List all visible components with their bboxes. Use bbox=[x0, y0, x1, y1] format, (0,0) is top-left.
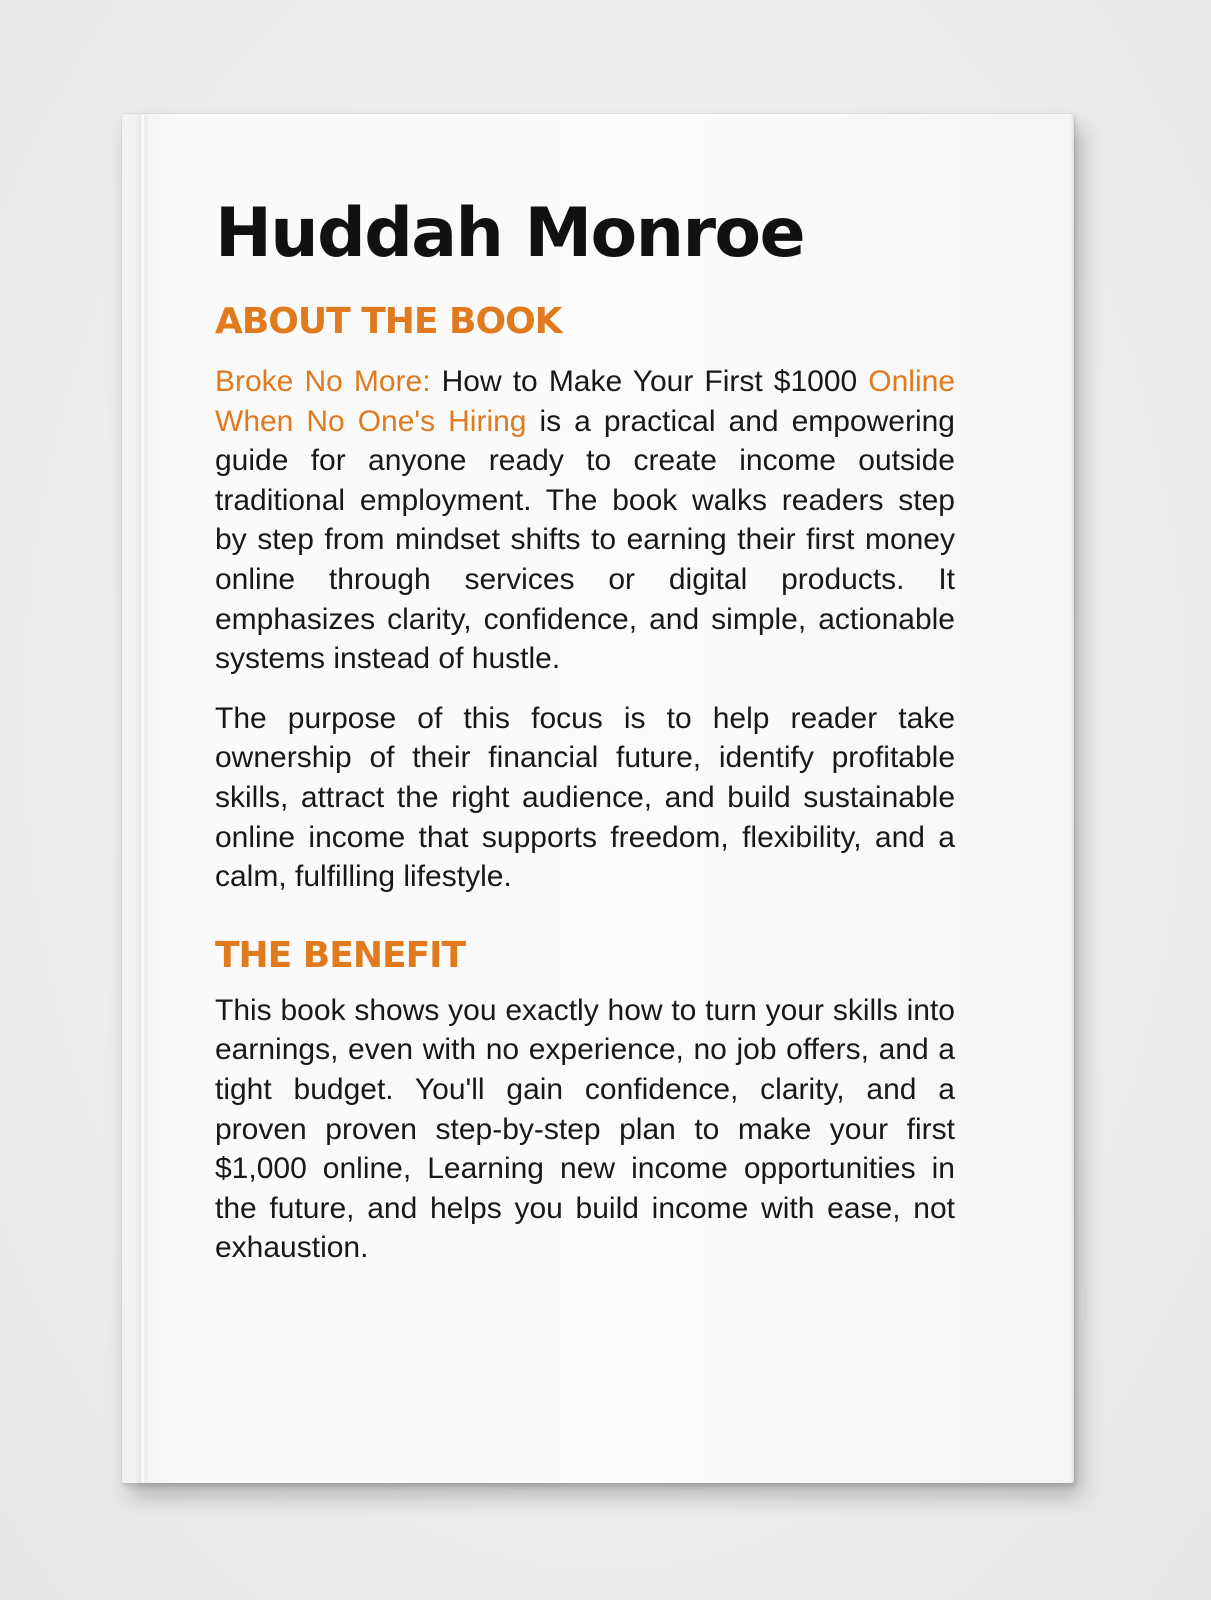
about-paragraph-1 bbox=[215, 362, 955, 679]
about-paragraph-2: The purpose of this focus is to help reader take ownership of their financial future, identify profitable skills, attract the right audience, and build sustainable online income that supports freedom, flexibility, and a calm, fulfilling lifestyle. bbox=[215, 701, 955, 894]
cover-edge bbox=[1070, 114, 1074, 1483]
about-paragraph-1-text: is a practical and empowering guide for anyone ready to create income outside traditional employment. The book walks readers step by step from mindset shifts to earning their first money online through services or digital products. It emphasizes clarity, confidence, and simple, actionable systems instead of hustle. bbox=[215, 404, 955, 676]
benefit-paragraph: This book shows you exactly how to turn your skills into earnings, even with no experience, no job offers, and a tight budget. You'll gain confidence, clarity, and a proven proven step-by-step plan to make your first $1,000 online, Learning new income opportunities in the future, and helps you build income with ease, not exhaustion. bbox=[215, 993, 955, 1265]
about-heading: ABOUT THE BOOK bbox=[215, 301, 562, 342]
benefit-heading: THE BENEFIT bbox=[215, 934, 466, 976]
cover-content bbox=[215, 184, 955, 1268]
book-title-part-2: How to Make Your First $1000 bbox=[430, 365, 869, 398]
book-title-part-3: Online When No One's Hiring bbox=[215, 365, 955, 438]
spine-groove bbox=[136, 114, 148, 1483]
book-title-part-1: Broke No More: bbox=[215, 365, 431, 398]
book-cover bbox=[122, 114, 1074, 1483]
author-name: Huddah Monroe bbox=[215, 194, 805, 273]
